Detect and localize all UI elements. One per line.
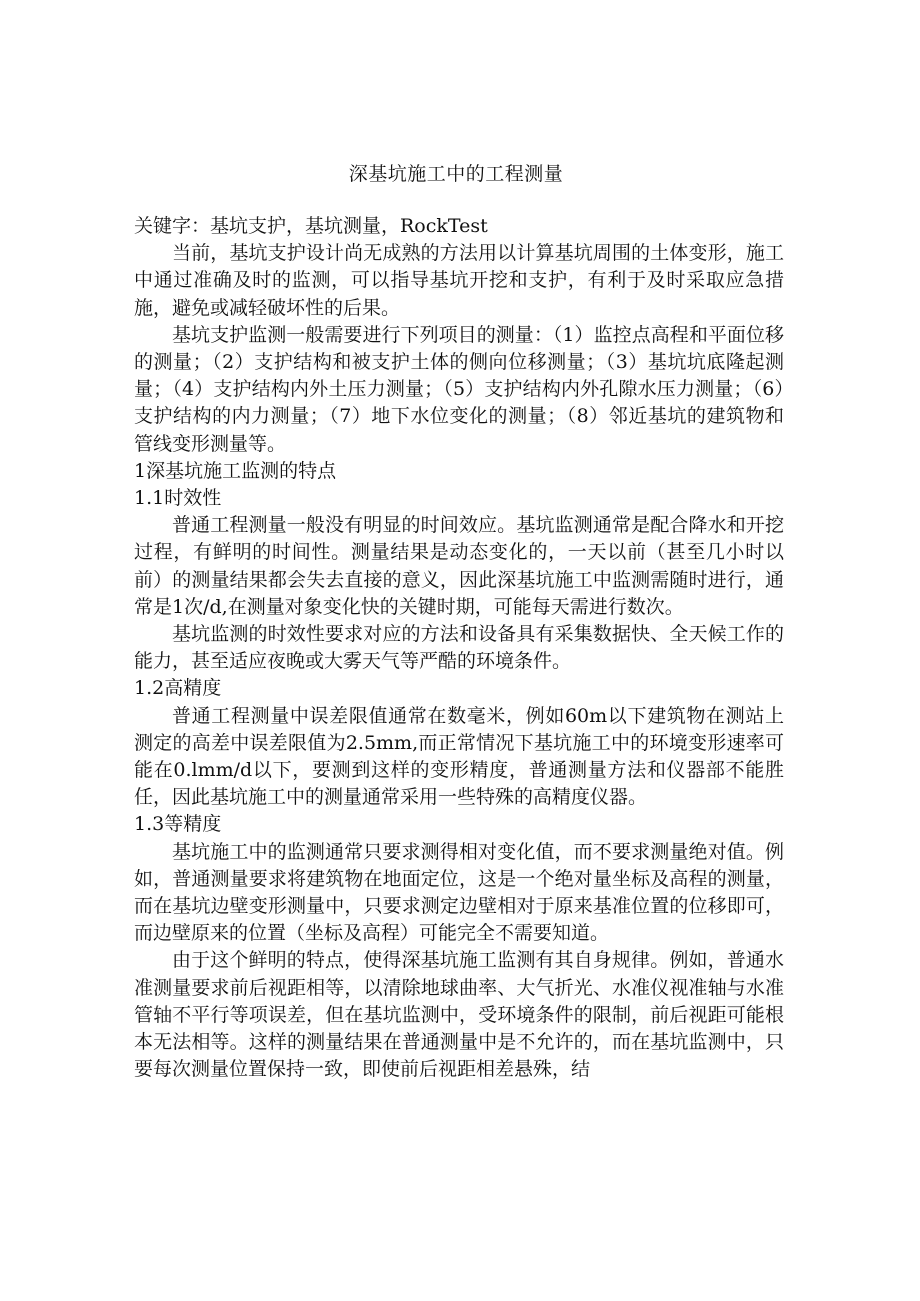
precision-paragraph: 普通工程测量中误差限值通常在数毫米，例如60m以下建筑物在测站上测定的高差中误差限值为2.5mm,而正常情况下基坑施工中的环境变形速率可能在0.lmm/d以下，要测到这样的变形精度，普通测量方法和仪器部不能胜任，因此基坑施工中的测量通常采用一些特殊的高精度仪器。 <box>134 704 784 809</box>
document-body <box>134 213 784 1084</box>
characteristics-paragraph: 由于这个鲜明的特点，使得深基坑施工监测有其自身规律。例如，普通水准测量要求前后视距相等，以清除地球曲率、大气折光、水准仪视准轴与水准管轴不平行等项误差，但在基坑监测中，受环境条件的限制，前后视距可能根本无法相等。这样的测量结果在普通测量中是不允许的，而在基坑监测中，只要每次测量位置保持一致，即使前后视距相差悬殊，结 <box>134 949 784 1081</box>
equal-precision-paragraph: 基坑施工中的监测通常只要求测得相对变化值，而不要求测量绝对值。例如，普通测量要求将建筑物在地面定位，这是一个绝对量坐标及高程的测量，而在基坑边壁变形测量中，只要求测定边壁相对于原来基准位置的位移即可，而边壁原来的位置（坐标及高程）可能完全不需要知道。 <box>134 840 784 945</box>
section-heading-1-1: 1.1时效性 <box>134 487 222 510</box>
monitoring-items-paragraph: 基坑支护监测一般需要进行下列项目的测量：（1）监控点高程和平面位移的测量；（2）支护结构和被支护土体的侧向位移测量；（3）基坑坑底隆起测量；（4）支护结构内外土压力测量；（5）支护结构内外孔隙水压力测量；（6）支护结构的内力测量；（7）地下水位变化的测量；（8）邻近基坑的建筑物和管线变形测量等。 <box>134 323 784 455</box>
timeliness-paragraph: 普通工程测量一般没有明显的时间效应。基坑监测通常是配合降水和开挖过程，有鲜明的时间性。测量结果是动态变化的，一天以前（甚至几小时以前）的测量结果都会失去直接的意义，因此深基坑施工中监测需随时进行，通常是1次/d,在测量对象变化快的关键时期，可能每天需进行数次。 <box>134 514 784 618</box>
keywords-line: 关键字：基坑支护，基坑测量，RockTest <box>134 215 488 237</box>
section-heading-1-2: 1.2高精度 <box>134 677 222 700</box>
section-heading-1-3: 1.3等精度 <box>134 813 222 836</box>
section-heading-1: 1深基坑施工监测的特点 <box>134 459 337 482</box>
intro-paragraph: 当前，基坑支护设计尚无成熟的方法用以计算基坑周围的土体变形，施工中通过准确及时的监测，可以指导基坑开挖和支护，有利于及时采取应急措施，避免或减轻破坏性的后果。 <box>134 242 784 319</box>
page-title: 深基坑施工中的工程测量 <box>348 163 564 185</box>
timeliness-equipment-paragraph: 基坑监测的时效性要求对应的方法和设备具有采集数据快、全天候工作的能力，甚至适应夜晚或大雾天气等严酷的环境条件。 <box>134 623 784 673</box>
